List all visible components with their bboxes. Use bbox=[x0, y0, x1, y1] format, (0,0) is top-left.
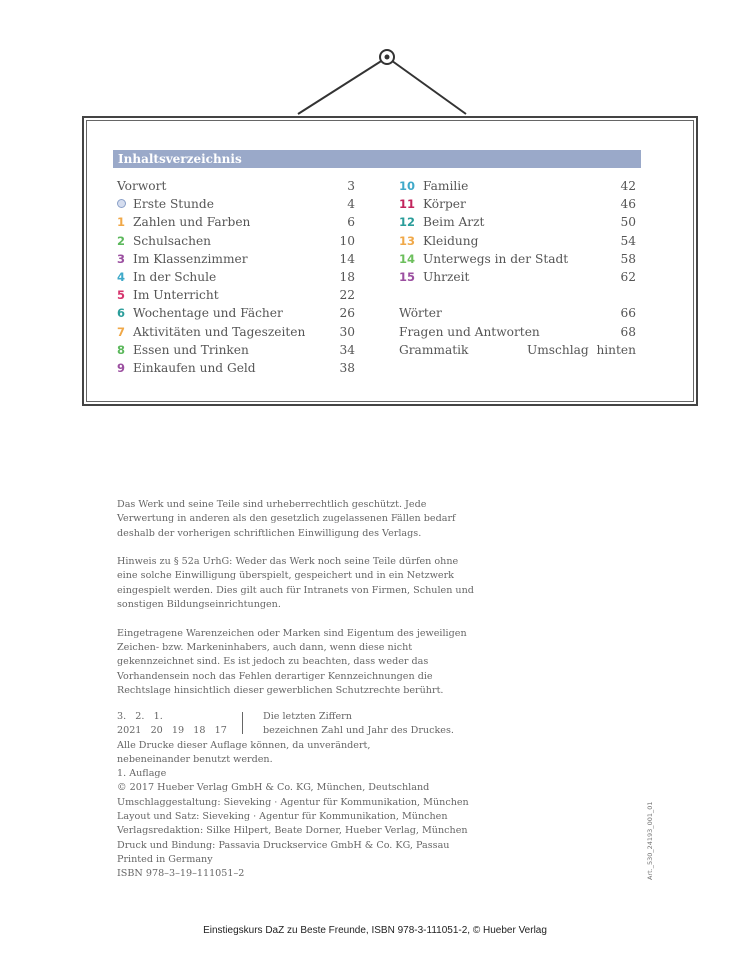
page-number: 4 bbox=[347, 197, 355, 212]
chapter-number bbox=[117, 195, 133, 213]
print-line: Layout und Satz: Sieveking · Agentur für Kommunikation, München bbox=[117, 811, 448, 823]
chapter-title: Unterwegs in der Stadt bbox=[423, 251, 569, 266]
chapter-number: 12 bbox=[399, 215, 416, 230]
chapter-number: 15 bbox=[399, 269, 416, 284]
page-number: 38 bbox=[339, 360, 355, 375]
toc-entry bbox=[399, 341, 636, 359]
page-number: 30 bbox=[339, 324, 355, 339]
print-line: Druck und Bindung: Passavia Druckservice GmbH & Co. KG, Passau bbox=[117, 839, 450, 851]
page-number: 68 bbox=[620, 324, 636, 339]
toc-entry bbox=[117, 268, 355, 286]
print-line: ISBN 978–3–19–111051–2 bbox=[117, 868, 245, 880]
toc-entry bbox=[117, 213, 355, 231]
spacer bbox=[399, 286, 636, 304]
chapter-number: 9 bbox=[117, 360, 126, 375]
toc-entry bbox=[117, 177, 355, 195]
divider bbox=[242, 712, 263, 734]
print-line: 1. Auflage bbox=[117, 768, 167, 780]
toc-entry bbox=[117, 250, 355, 268]
page-number: 42 bbox=[620, 179, 636, 193]
smiley-icon bbox=[117, 199, 126, 208]
toc-entry bbox=[117, 341, 355, 359]
toc-entry bbox=[117, 323, 355, 341]
chapter-title: Fragen und Antworten bbox=[399, 324, 540, 339]
toc-entry bbox=[117, 359, 355, 377]
legal-paragraph: Hinweis zu § 52a UrhG: Weder das Werk noch seine Teile dürfen ohne eine solche Einwilligung überspielt, gespeichert und in ein Netzwerk eingespielt werden. Dies gilt auch für Intranets von Firmen, Schulen und sonstigen Bildungseinrichtungen. bbox=[117, 556, 474, 611]
chapter-title: Im Unterricht bbox=[133, 288, 219, 303]
print-line: nebeneinander benutzt werden. bbox=[117, 753, 273, 765]
article-number: Art._530_24193_001_01 bbox=[646, 801, 654, 880]
chapter-number: 3 bbox=[117, 251, 126, 266]
chapter-title: Grammatik bbox=[399, 342, 469, 357]
edition-numbers: 3. 2. 1. bbox=[117, 711, 163, 722]
print-line: Umschlaggestaltung: Sieveking · Agentur für Kommunikation, München bbox=[117, 796, 469, 808]
print-line: Printed in Germany bbox=[117, 853, 213, 865]
page-number: 6 bbox=[347, 215, 355, 230]
chapter-title: Im Klassenzimmer bbox=[133, 251, 248, 266]
chapter-number: 7 bbox=[117, 324, 126, 339]
chapter-title: Wörter bbox=[399, 306, 442, 321]
print-line: Alle Drucke dieser Auflage können, da unverändert, bbox=[117, 739, 371, 751]
chapter-number: 1 bbox=[117, 215, 126, 230]
chapter-title: Erste Stunde bbox=[133, 197, 214, 212]
toc-entry bbox=[117, 304, 355, 322]
toc-entry bbox=[399, 304, 636, 322]
chapter-number: 10 bbox=[399, 179, 416, 193]
digits-note: bezeichnen Zahl und Jahr des Druckes. bbox=[263, 725, 454, 737]
toc-entry bbox=[399, 232, 636, 250]
year-numbers: 2021 20 19 18 17 bbox=[117, 725, 227, 737]
chapter-title: Schulsachen bbox=[133, 233, 212, 248]
chapter-title: Körper bbox=[423, 197, 466, 212]
chapter-title: Wochentage und Fächer bbox=[133, 306, 283, 321]
page-number: 34 bbox=[339, 342, 355, 357]
copyright-notice bbox=[117, 498, 477, 712]
toc-heading: Inhaltsverzeichnis bbox=[113, 150, 641, 168]
toc-entry bbox=[399, 177, 636, 195]
toc-entry bbox=[399, 213, 636, 231]
chapter-number: 6 bbox=[117, 306, 126, 321]
toc-entry bbox=[117, 195, 355, 213]
chapter-title: Beim Arzt bbox=[423, 215, 485, 230]
chapter-title: Essen und Trinken bbox=[133, 342, 249, 357]
digits-note: Die letzten Ziffern bbox=[263, 711, 352, 722]
page-number: 18 bbox=[339, 269, 355, 284]
toc-entry bbox=[399, 195, 636, 213]
hanging-string-icon bbox=[0, 0, 750, 130]
page-number: 50 bbox=[620, 215, 636, 230]
toc-left-column bbox=[117, 177, 355, 377]
page-number: 58 bbox=[620, 251, 636, 266]
chapter-title: Uhrzeit bbox=[423, 269, 470, 284]
chapter-number: 5 bbox=[117, 288, 126, 303]
toc-entry bbox=[399, 250, 636, 268]
legal-paragraph: Eingetragene Warenzeichen oder Marken sind Eigentum des jeweiligen Zeichen- bzw. Markeninhabers, auch dann, wenn diese nicht gekennzeichnet sind. Es ist jedoch zu beachten, dass weder das Vorhandensein noch das Fehlen derartiger Kennzeichnungen die Rechtslage hinsichtlich dieser gewerblichen Schutzrechte berührt. bbox=[117, 627, 467, 696]
chapter-number: 8 bbox=[117, 342, 126, 357]
legal-paragraph: Das Werk und seine Teile sind urheberrechtlich geschützt. Jede Verwertung in anderen als den gesetzlich zugelassenen Fällen bedarf deshalb der vorherigen schriftlichen Einwilligung des Verlags. bbox=[117, 499, 456, 539]
print-line: © 2017 Hueber Verlag GmbH & Co. KG, München, Deutschland bbox=[117, 782, 430, 794]
page-number: 62 bbox=[620, 269, 636, 284]
toc-entry bbox=[399, 268, 636, 286]
chapter-number: 2 bbox=[117, 233, 126, 248]
page-number: 66 bbox=[620, 306, 636, 321]
toc-entry bbox=[117, 286, 355, 304]
chapter-number: 14 bbox=[399, 251, 416, 266]
page-number: 46 bbox=[620, 197, 636, 212]
chapter-title: Kleidung bbox=[423, 233, 479, 248]
chapter-number: 4 bbox=[117, 269, 126, 284]
page-number: 10 bbox=[339, 233, 355, 248]
chapter-title: Aktivitäten und Tageszeiten bbox=[133, 324, 306, 339]
chapter-title: Vorwort bbox=[117, 179, 167, 193]
toc-entry bbox=[399, 323, 636, 341]
chapter-title: Familie bbox=[423, 179, 469, 193]
page-number: 14 bbox=[339, 251, 355, 266]
page-footer: Einstiegskurs DaZ zu Beste Freunde, ISBN 978-3-111051-2, © Hueber Verlag bbox=[203, 925, 547, 936]
page-number: 54 bbox=[620, 233, 636, 248]
print-info bbox=[117, 710, 477, 882]
page-number: Umschlag hinten bbox=[526, 342, 636, 357]
page-number: 26 bbox=[339, 306, 355, 321]
chapter-title: In der Schule bbox=[133, 269, 217, 284]
page-number: 22 bbox=[339, 288, 355, 303]
toc-right-column bbox=[399, 177, 636, 359]
toc-entry bbox=[117, 232, 355, 250]
chapter-title: Zahlen und Farben bbox=[133, 215, 251, 230]
chapter-number: 11 bbox=[399, 197, 416, 212]
page-number: 3 bbox=[347, 179, 355, 193]
chapter-title: Einkaufen und Geld bbox=[133, 360, 256, 375]
print-line: Verlagsredaktion: Silke Hilpert, Beate Dorner, Hueber Verlag, München bbox=[117, 825, 468, 837]
chapter-number: 13 bbox=[399, 233, 416, 248]
